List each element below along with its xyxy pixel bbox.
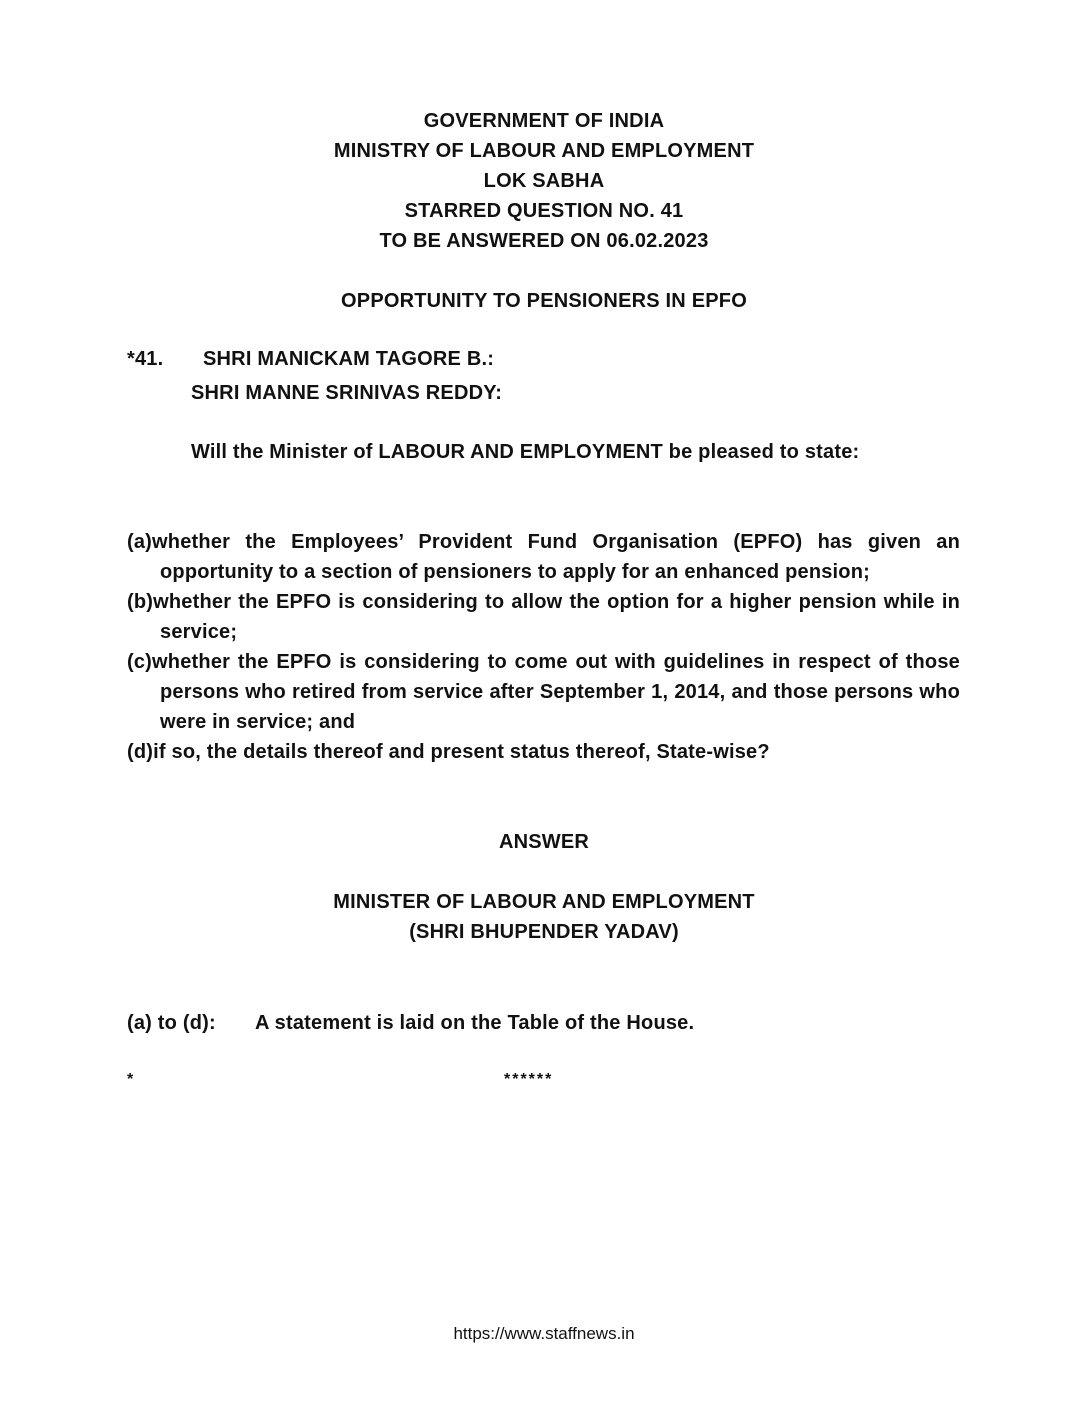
answer-heading: ANSWER: [498, 831, 590, 853]
member-name-1: SHRI MANICKAM TAGORE B.:: [203, 348, 495, 370]
question-subject: OPPORTUNITY TO PENSIONERS IN EPFO: [341, 290, 747, 312]
header-ministry: MINISTRY OF LABOUR AND EMPLOYMENT: [333, 140, 755, 162]
question-part-a: (a)whether the Employees’ Provident Fund Organisation (EPFO) has given an opportunity to a section of pensioners to apply for an enhanced pension;: [127, 531, 960, 583]
header-answer-date: TO BE ANSWERED ON 06.02.2023: [379, 230, 709, 252]
reply-text: A statement is laid on the Table of the House.: [255, 1012, 695, 1034]
answer-reply: [127, 1008, 694, 1038]
question-intro: Will the Minister of LABOUR AND EMPLOYMENT be pleased to state:: [191, 441, 860, 463]
question-parts: [127, 527, 960, 767]
header-house: LOK SABHA: [483, 170, 605, 192]
question-part-d: (d)if so, the details thereof and present status thereof, State-wise?: [127, 741, 770, 763]
header-question-number: STARRED QUESTION NO. 41: [404, 200, 684, 222]
star-separator: ******: [504, 1071, 554, 1088]
header-government: GOVERNMENT OF INDIA: [423, 110, 665, 132]
minister-block: [0, 887, 1088, 947]
question-part-b: (b)whether the EPFO is considering to allow the option for a higher pension while in service;: [127, 591, 960, 643]
reply-label: (a) to (d):: [127, 1012, 216, 1034]
question-part-c: (c)whether the EPFO is considering to come out with guidelines in respect of those persons who retired from service after September 1, 2014, and those persons who were in service; and: [127, 651, 960, 733]
minister-name: (SHRI BHUPENDER YADAV): [409, 921, 679, 943]
footer-url: https://www.staffnews.in: [453, 1324, 635, 1343]
star-mark-left: *: [127, 1071, 134, 1088]
question-number: *41.: [127, 348, 164, 370]
minister-title: MINISTER OF LABOUR AND EMPLOYMENT: [333, 891, 755, 913]
member-name-2: SHRI MANNE SRINIVAS REDDY:: [191, 382, 503, 404]
document-header: [0, 106, 1088, 256]
